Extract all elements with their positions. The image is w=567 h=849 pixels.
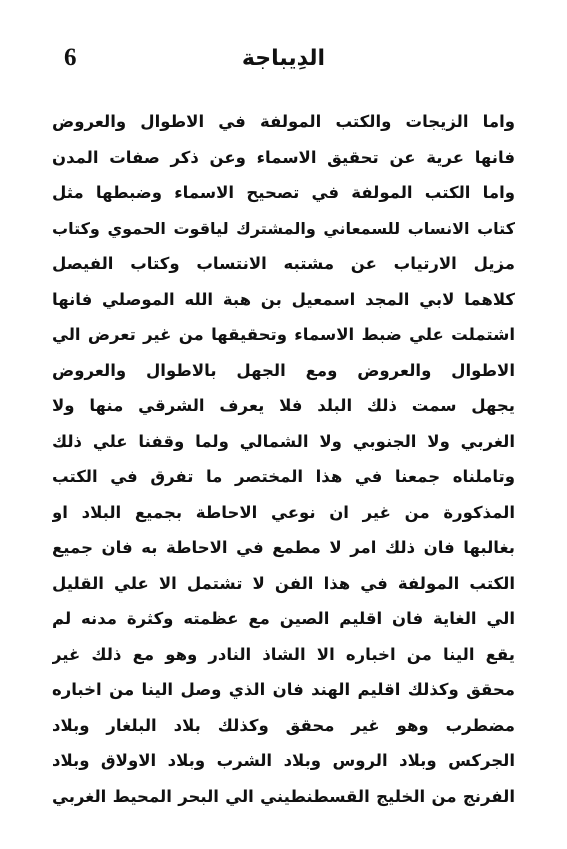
text-line: وتاملناه جمعنا في هذا المختصر ما تفرق في الكتب [52, 467, 515, 486]
text-line: مضطرب وهو غير محقق وكذلك بلاد البلغار وبلاد [52, 715, 515, 735]
text-line: واما الكتب المولفة في تصحيح الاسماء وضبطها مثل [52, 183, 515, 202]
text-line: الي الغاية فان اقليم الصين مع عظمته وكثرة مدنه لم [52, 609, 515, 628]
text-line: واما الزيجات والكتب المولفة في الاطوال والعروض [52, 112, 515, 131]
text-line: اشتملت علي ضبط الاسماء وتحقيقها من غير تعرض الي [52, 325, 515, 344]
text-line: بغالبها فان ذلك امر لا مطمع في الاحاطة به فان جميع [52, 538, 515, 557]
text-line: الجركس وبلاد الروس وبلاد الشرب وبلاد الاولاق وبلاد [52, 751, 515, 770]
text-line: مزيل الارتياب عن مشتبه الانتساب وكتاب الفيصل [52, 254, 515, 273]
text-line: المذكورة من غير ان نوعي الاحاطة بجميع البلاد او [52, 502, 515, 522]
text-line: يقع الينا من اخباره الا الشاذ النادر وهو مع ذلك غير [52, 644, 515, 664]
page-number: 6 [64, 44, 77, 71]
text-line: الكتب المولفة في هذا الفن لا تشتمل الا علي القليل [52, 573, 515, 593]
running-title: الدِيباجة [241, 46, 326, 71]
text-line: الفرنج من الخليج القسطنطيني الي البحر المحيط الغربي [52, 786, 515, 806]
text-line: يجهل سمت ذلك البلد فلا يعرف الشرقي منها ولا [52, 396, 515, 415]
text-line: فانها عرية عن تحقيق الاسماء وعن ذكر صفات المدن [52, 147, 515, 167]
text-line: الغربي ولا الجنوبي ولا الشمالي ولما وقفنا علي ذلك [52, 431, 515, 451]
body-text [52, 104, 515, 814]
text-line: كتاب الانساب للسمعاني والمشترك لياقوت الحموي وكتاب [52, 218, 515, 238]
text-line: كلاهما لابي المجد اسمعيل بن هبة الله الموصلي فانها [52, 289, 515, 309]
text-line: الاطوال والعروض ومع الجهل بالاطوال والعروض [52, 360, 515, 380]
text-line: محقق وكذلك اقليم الهند فان الذي وصل الينا من اخباره [52, 680, 515, 699]
